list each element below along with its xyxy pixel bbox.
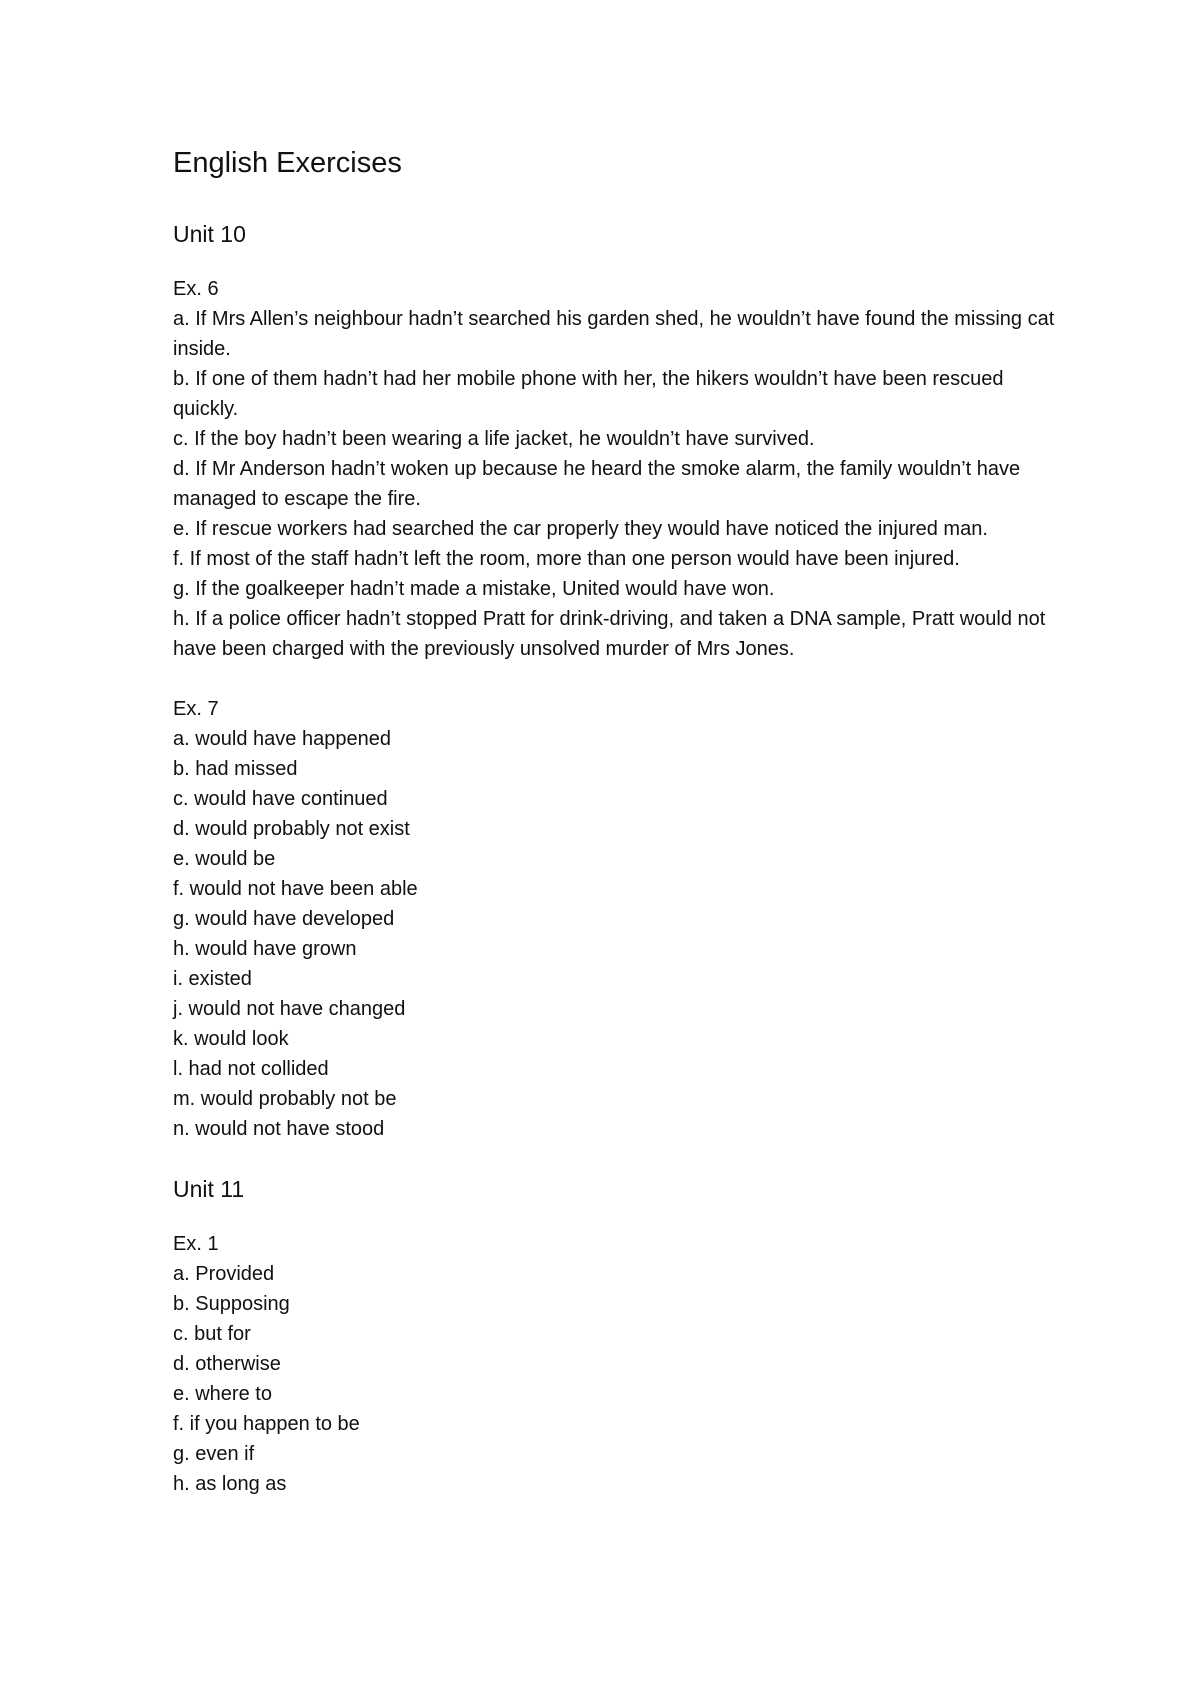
answer-item: h. If a police officer hadn’t stopped Pratt for drink-driving, and taken a DNA sample, Pratt would not have been charged with the previously unsolved murder of Mrs Jones. bbox=[173, 608, 1046, 660]
answer-list bbox=[173, 1259, 1073, 1499]
answer-item: c. If the boy hadn’t been wearing a life jacket, he wouldn’t have survived. bbox=[173, 428, 815, 450]
answer-item: m. would probably not be bbox=[173, 1088, 397, 1110]
answer-item: g. even if bbox=[173, 1443, 255, 1465]
unit-11 bbox=[173, 1174, 1073, 1499]
answer-item: l. had not collided bbox=[173, 1058, 329, 1080]
answer-item: n. would not have stood bbox=[173, 1118, 385, 1140]
exercise-title: Ex. 7 bbox=[173, 698, 219, 720]
answer-item: g. If the goalkeeper hadn’t made a mistake, United would have won. bbox=[173, 578, 775, 600]
answer-item: i. existed bbox=[173, 968, 252, 990]
answer-item: b. Supposing bbox=[173, 1293, 290, 1315]
answer-item: a. If Mrs Allen’s neighbour hadn’t searched his garden shed, he wouldn’t have found the missing cat inside. bbox=[173, 308, 1055, 360]
exercise-6 bbox=[173, 274, 1073, 664]
unit-10 bbox=[173, 219, 1073, 1144]
answer-item: h. would have grown bbox=[173, 938, 357, 960]
answer-item: c. but for bbox=[173, 1323, 251, 1345]
answer-item: c. would have continued bbox=[173, 788, 388, 810]
answer-item: h. as long as bbox=[173, 1473, 287, 1495]
answer-item: j. would not have changed bbox=[173, 998, 406, 1020]
document-page bbox=[173, 146, 1073, 1529]
answer-item: e. If rescue workers had searched the car properly they would have noticed the injured man. bbox=[173, 518, 988, 540]
exercise-7 bbox=[173, 694, 1073, 1144]
answer-item: g. would have developed bbox=[173, 908, 395, 930]
answer-item: e. would be bbox=[173, 848, 276, 870]
answer-item: b. If one of them hadn’t had her mobile phone with her, the hikers wouldn’t have been rescued quickly. bbox=[173, 368, 1004, 420]
unit-title: Unit 10 bbox=[173, 221, 246, 247]
answer-item: a. Provided bbox=[173, 1263, 275, 1285]
document-title: English Exercises bbox=[173, 147, 402, 179]
answer-item: f. if you happen to be bbox=[173, 1413, 360, 1435]
answer-item: d. would probably not exist bbox=[173, 818, 410, 840]
answer-item: e. where to bbox=[173, 1383, 272, 1405]
answer-item: k. would look bbox=[173, 1028, 289, 1050]
answer-item: d. If Mr Anderson hadn’t woken up because he heard the smoke alarm, the family wouldn’t have managed to escape the fire. bbox=[173, 458, 1021, 510]
unit-title: Unit 11 bbox=[173, 1176, 245, 1202]
answer-list bbox=[173, 304, 1073, 664]
exercise-1 bbox=[173, 1229, 1073, 1499]
answer-list bbox=[173, 724, 1073, 1144]
answer-item: f. If most of the staff hadn’t left the room, more than one person would have been injured. bbox=[173, 548, 960, 570]
exercise-title: Ex. 6 bbox=[173, 278, 219, 300]
answer-item: a. would have happened bbox=[173, 728, 391, 750]
answer-item: d. otherwise bbox=[173, 1353, 281, 1375]
answer-item: f. would not have been able bbox=[173, 878, 418, 900]
exercise-title: Ex. 1 bbox=[173, 1233, 219, 1255]
answer-item: b. had missed bbox=[173, 758, 298, 780]
